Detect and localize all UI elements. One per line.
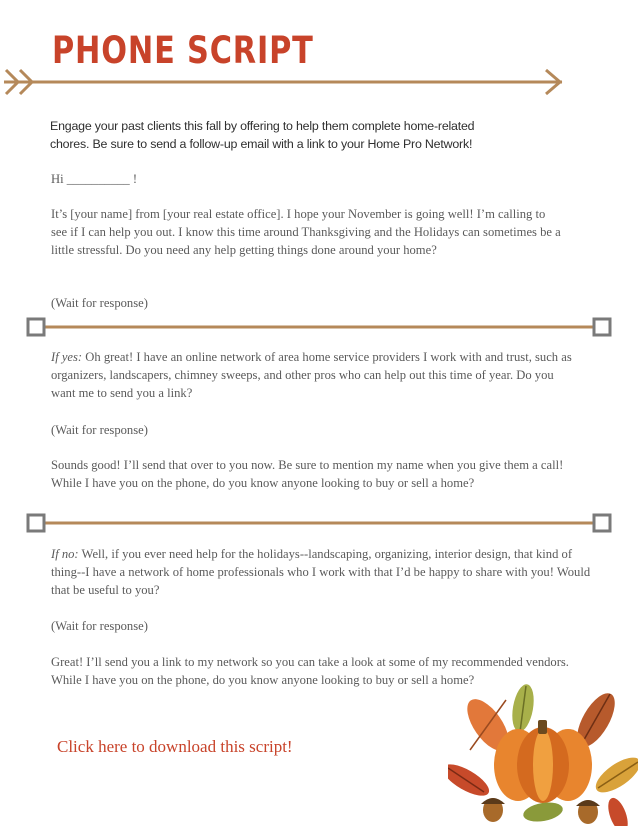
autumn-pumpkin-illustration [448, 680, 638, 826]
page-title: PHONE SCRIPT [52, 29, 314, 72]
if-no-label: If no: [51, 547, 79, 561]
square-icon [594, 515, 610, 531]
no-followup-paragraph: Great! I’ll send you a link to my network so you can take a look at some of my recommended vendors. While I have you on the phone, do you know anyone looking to buy or sell a home? [51, 655, 569, 687]
if-no-paragraph [51, 545, 596, 599]
greeting: Hi __________ ! [51, 172, 138, 186]
box-divider-1 [0, 307, 638, 347]
pumpkin-icon [494, 720, 592, 803]
wait-response-1: (Wait for response) [51, 296, 148, 310]
leaf-icon [590, 751, 638, 799]
leaf-icon [522, 800, 565, 825]
if-yes-paragraph [51, 348, 581, 402]
leaf-icon [509, 683, 537, 734]
box-divider-2 [0, 503, 638, 543]
wait-response-3: (Wait for response) [51, 619, 148, 633]
download-script-link[interactable]: Click here to download this script! [57, 737, 293, 756]
leaf-icon [604, 795, 631, 826]
intro-text [50, 117, 550, 153]
wait-response-2: (Wait for response) [51, 423, 148, 437]
square-icon [28, 319, 44, 335]
square-icon [28, 515, 44, 531]
opening-paragraph: It’s [your name] from [your real estate office]. I hope your November is going well! I’m calling to see if I can help you out. I know this time around Thanksgiving and the Holidays can sometimes be a little stressful. Do you need any help getting things done around your home? [51, 207, 561, 257]
intro-line-2: chores. Be sure to send a follow-up email with a link to your Home Pro Network! [50, 137, 473, 151]
arrow-divider [0, 62, 638, 102]
acorn-icon [576, 800, 600, 824]
if-yes-label: If yes: [51, 350, 83, 364]
intro-line-1: Engage your past clients this fall by offering to help them complete home-related [50, 119, 475, 133]
leaf-icon [448, 758, 494, 801]
if-yes-text: Oh great! I have an online network of area home service providers I work with and trust, such as organizers, landscapers, chimney sweeps, and other pros who can help out this time of year. Do you want me to send you a link? [51, 350, 572, 400]
yes-followup-paragraph: Sounds good! I’ll send that over to you now. Be sure to mention my name when you give them a call! While I have you on the phone, do you know anyone looking to buy or sell a home? [51, 458, 564, 490]
acorn-icon [481, 798, 505, 822]
square-icon [594, 319, 610, 335]
if-no-text: Well, if you ever need help for the holidays--landscaping, organizing, interior design, that kind of thing--I have a network of home professionals who I work with that I’d be happy to share with you! Would that be useful to you? [51, 547, 591, 597]
